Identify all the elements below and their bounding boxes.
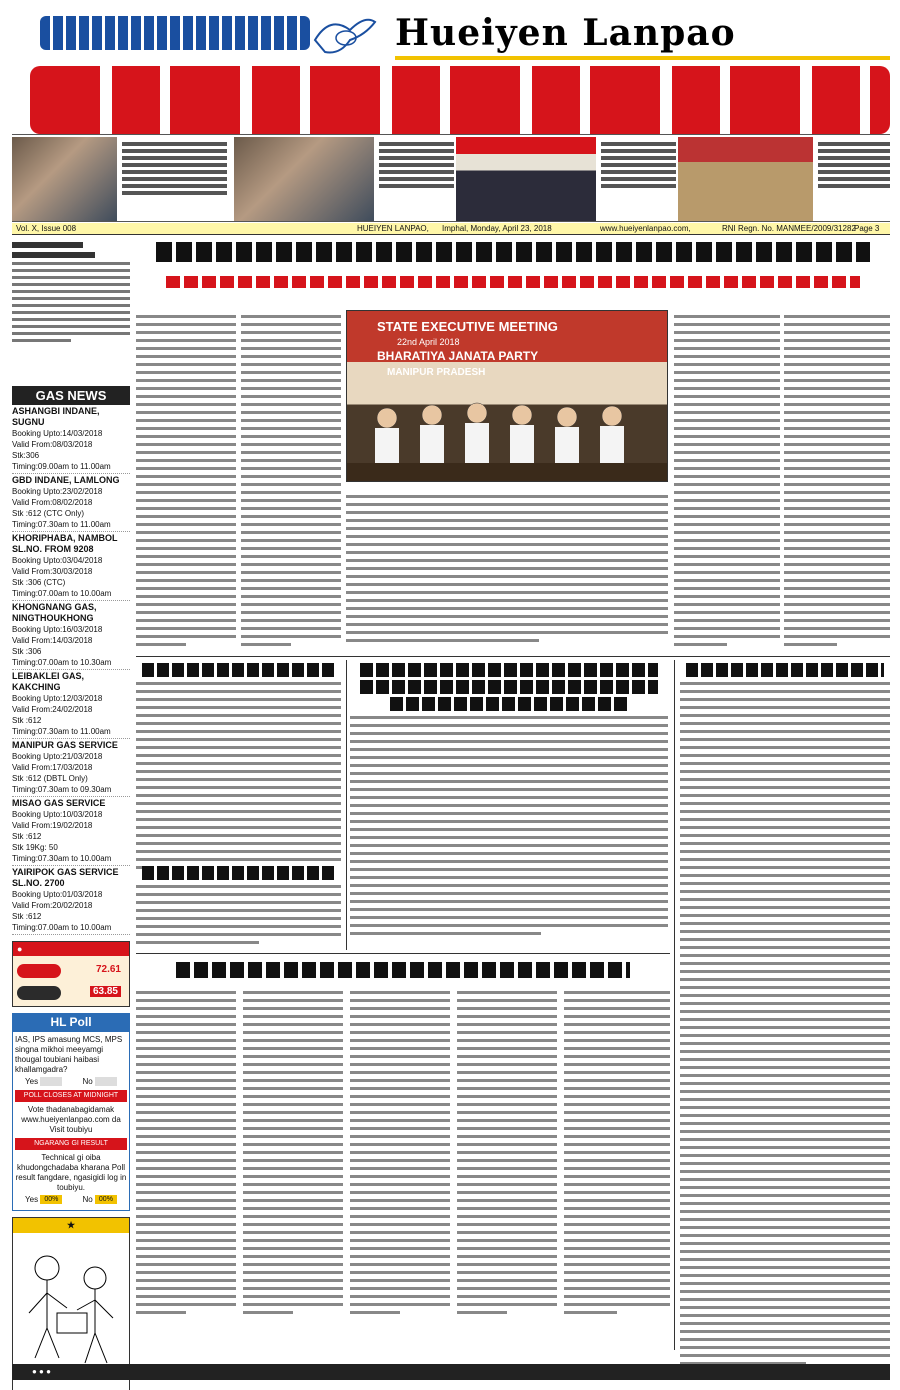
gas-agency-item	[12, 601, 130, 670]
strip-photo	[12, 137, 117, 221]
sidebar-brief	[12, 242, 130, 382]
issue-bar	[12, 223, 890, 235]
fuel-price-header: ●	[13, 942, 129, 956]
strip-item	[234, 137, 454, 221]
strip-text	[122, 139, 227, 198]
gas-agency-item	[12, 797, 130, 866]
poll-yes-checkbox[interactable]	[40, 1077, 62, 1086]
gas-agency-item	[12, 866, 130, 935]
gas-agency-detail: Stk :612	[12, 716, 42, 725]
story-3	[136, 863, 341, 949]
volume-label: Vol. X, Issue 008	[16, 224, 77, 233]
masthead-script-logo	[40, 16, 310, 50]
diesel-row	[17, 986, 125, 1002]
lead-col-3	[674, 310, 780, 651]
petrol-row	[17, 964, 125, 980]
gas-agency-detail: Valid From:30/03/2018	[12, 567, 93, 576]
poll-yes-percent: 00%	[40, 1195, 62, 1204]
strip-item	[456, 137, 676, 221]
gas-agency-detail: Valid From:14/03/2018	[12, 636, 93, 645]
petrol-pill-icon	[17, 964, 61, 978]
story-4	[350, 660, 668, 940]
photo-banner-state: MANIPUR PRADESH	[387, 367, 486, 378]
gas-agency-item	[12, 670, 130, 739]
photo-people-icon	[347, 383, 668, 482]
gas-agency-detail: Stk :612	[12, 912, 42, 921]
poll-result-no-label: No	[82, 1195, 93, 1204]
gas-agency-item	[12, 532, 130, 601]
gas-agency-detail: Valid From:08/02/2018	[12, 498, 93, 507]
poll-body	[12, 1031, 130, 1211]
gas-agency-name: ASHANGBI INDANE, SUGNU	[12, 406, 100, 427]
gas-news-title: GAS NEWS	[12, 386, 130, 405]
lead-headline	[136, 242, 890, 272]
gas-agency-detail: Valid From:24/02/2018	[12, 705, 93, 714]
strip-item	[678, 137, 890, 221]
column-rule	[674, 660, 675, 1350]
poll-no-checkbox[interactable]	[95, 1077, 117, 1086]
story-4-headline-2	[360, 680, 658, 694]
photo-banner-party: BHARATIYA JANATA PARTY	[377, 349, 539, 363]
english-title: Hueiyen Lanpao	[395, 12, 736, 54]
story-6-col-5	[564, 986, 670, 1319]
poll-vote-text: Vote thadanabagidamak www.hueiyenlanpao.com da Visit toubiyu	[21, 1105, 121, 1134]
photo-caption	[346, 490, 668, 647]
strip-text	[379, 139, 454, 191]
gas-agency-detail: Timing:09.00am to 11.00am	[12, 462, 111, 471]
story-6-col-3	[350, 986, 450, 1319]
gas-agency-item	[12, 474, 130, 532]
left-sidebar	[12, 238, 130, 1358]
gas-agency-detail: Stk :612 (DBTL Only)	[12, 774, 88, 783]
photo-banner-text: STATE EXECUTIVE MEETING	[377, 319, 558, 334]
gas-agency-detail: Stk :612 (CTC Only)	[12, 509, 85, 518]
diesel-pill-icon	[17, 986, 61, 1000]
photo-banner-date: 22nd April 2018	[397, 337, 460, 347]
gas-agency-name: KHORIPHABA, NAMBOL SL.NO. FROM 9208	[12, 533, 118, 554]
story-4-headline-1	[360, 663, 658, 677]
regn-label: RNI Regn. No. MANMEE/2009/31282	[722, 224, 856, 233]
story-3-headline	[142, 866, 335, 880]
poll-no-percent: 00%	[95, 1195, 117, 1204]
dove-logo-icon	[310, 10, 380, 65]
date-label: Imphal, Monday, April 23, 2018	[442, 224, 552, 233]
cartoon-header: ★	[13, 1218, 129, 1233]
strip-photo	[234, 137, 374, 221]
story-4-body	[350, 716, 668, 935]
gas-agency-detail: Stk :306	[12, 647, 42, 656]
poll-results	[15, 1195, 127, 1205]
strip-item	[12, 137, 232, 221]
gas-agency-detail: Booking Upto:16/03/2018	[12, 625, 103, 634]
gas-agency-detail: Booking Upto:21/03/2018	[12, 752, 103, 761]
poll-yes-label: Yes	[25, 1077, 39, 1086]
story-6-headline	[176, 962, 630, 978]
footer-bar: ● ● ●	[12, 1364, 890, 1380]
gas-agency-detail: Stk :306 (CTC)	[12, 578, 66, 587]
strip-photo	[456, 137, 596, 221]
story-6-col-1	[136, 986, 236, 1319]
gas-agency-detail: Booking Upto:10/03/2018	[12, 810, 103, 819]
gas-agency-detail: Booking Upto:03/04/2018	[12, 556, 103, 565]
gas-agency-name: LEIBAKLEI GAS, KAKCHING	[12, 671, 85, 692]
poll-result-tag: NGARANG GI RESULT	[15, 1138, 127, 1150]
gas-agency-item	[12, 405, 130, 474]
gas-agency-detail: Valid From:20/02/2018	[12, 901, 93, 910]
poll-no-label: No	[82, 1077, 93, 1086]
gas-agency-detail: Timing:07.30am to 11.00am	[12, 520, 111, 529]
masthead-rule	[395, 56, 890, 60]
story-6-col-2	[243, 986, 343, 1319]
poll-result-text: Technical gi oiba khudongchadaba kharana Poll result fangdare, ngasigidi log in toubiyu.	[15, 1153, 127, 1192]
publisher-label: HUEIYEN LANPAO,	[357, 224, 429, 233]
story-6	[136, 958, 670, 982]
gas-agency-detail: Valid From:17/03/2018	[12, 763, 93, 772]
story-2-headline	[142, 663, 335, 677]
lead-col-4	[784, 310, 890, 651]
poll-options	[15, 1077, 127, 1087]
section-rule	[136, 953, 670, 954]
petrol-price: 72.61	[95, 964, 121, 975]
gas-agency-detail: Timing:07.00am to 10.30am	[12, 658, 112, 667]
gas-agency-detail: Timing:07.30am to 11.00am	[12, 727, 111, 736]
poll-closes-tag: POLL CLOSES AT MIDNIGHT	[15, 1090, 127, 1102]
gas-agency-detail: Booking Upto:23/02/2018	[12, 487, 103, 496]
gas-agency-detail: Booking Upto:01/03/2018	[12, 890, 103, 899]
story-5	[680, 660, 890, 1370]
masthead-script-title	[30, 66, 890, 134]
strip-text	[818, 139, 890, 191]
strip-text	[601, 139, 676, 191]
gas-agency-detail: Booking Upto:14/03/2018	[12, 429, 103, 438]
gas-agency-detail: Valid From:08/03/2018	[12, 440, 93, 449]
gas-agency-name: GBD INDANE, LAMLONG	[12, 475, 120, 485]
gas-news-list	[12, 405, 130, 935]
gas-agency-detail: Valid From:19/02/2018	[12, 821, 93, 830]
column-rule	[346, 660, 347, 950]
lead-col-1	[136, 310, 236, 651]
website-label: www.hueiyenlanpao.com,	[600, 224, 691, 233]
lead-photo	[346, 310, 668, 482]
gas-agency-detail: Timing:07.30am to 09.30am	[12, 785, 112, 794]
gas-agency-name: YAIRIPOK GAS SERVICE SL.NO. 2700	[12, 867, 119, 888]
page-label: Page 3	[854, 224, 880, 233]
strip-photo	[678, 137, 813, 221]
story-2	[136, 660, 341, 874]
gas-agency-name: MANIPUR GAS SERVICE	[12, 740, 118, 750]
story-2-body	[136, 682, 341, 869]
section-rule	[136, 656, 890, 657]
lead-col-2	[241, 310, 341, 651]
story-4-headline-3	[390, 697, 628, 711]
gas-agency-name: KHONGNANG GAS, NINGTHOUKHONG	[12, 602, 97, 623]
fuel-price-box	[12, 941, 130, 1007]
gas-agency-detail: Stk :612	[12, 832, 42, 841]
gas-agency-detail: Timing:07.00am to 10.00am	[12, 923, 112, 932]
gas-agency-item	[12, 739, 130, 797]
story-6-col-4	[457, 986, 557, 1319]
story-5-body	[680, 682, 890, 1365]
gas-agency-detail: Timing:07.30am to 10.00am	[12, 854, 112, 863]
diesel-price: 63.85	[90, 986, 121, 997]
poll-title: HL Poll	[12, 1013, 130, 1031]
gas-agency-detail: Booking Upto:12/03/2018	[12, 694, 103, 703]
story-5-headline	[686, 663, 884, 677]
top-news-strip	[12, 134, 890, 222]
gas-agency-name: MISAO GAS SERVICE	[12, 798, 106, 808]
gas-agency-detail: Stk 19Kg: 50	[12, 843, 58, 852]
main-content	[136, 238, 890, 1358]
story-3-body	[136, 885, 341, 944]
gas-agency-detail: Stk:306	[12, 451, 40, 460]
poll-result-yes-label: Yes	[25, 1195, 39, 1204]
gas-agency-detail: Timing:07.00am to 10.00am	[12, 589, 112, 598]
poll-question: IAS, IPS amasung MCS, MPS singna mikhoi meeyamgi thougal toubiani haibasi khallamgadra?	[15, 1035, 123, 1074]
lead-subheadline	[136, 276, 890, 298]
masthead	[10, 8, 890, 133]
